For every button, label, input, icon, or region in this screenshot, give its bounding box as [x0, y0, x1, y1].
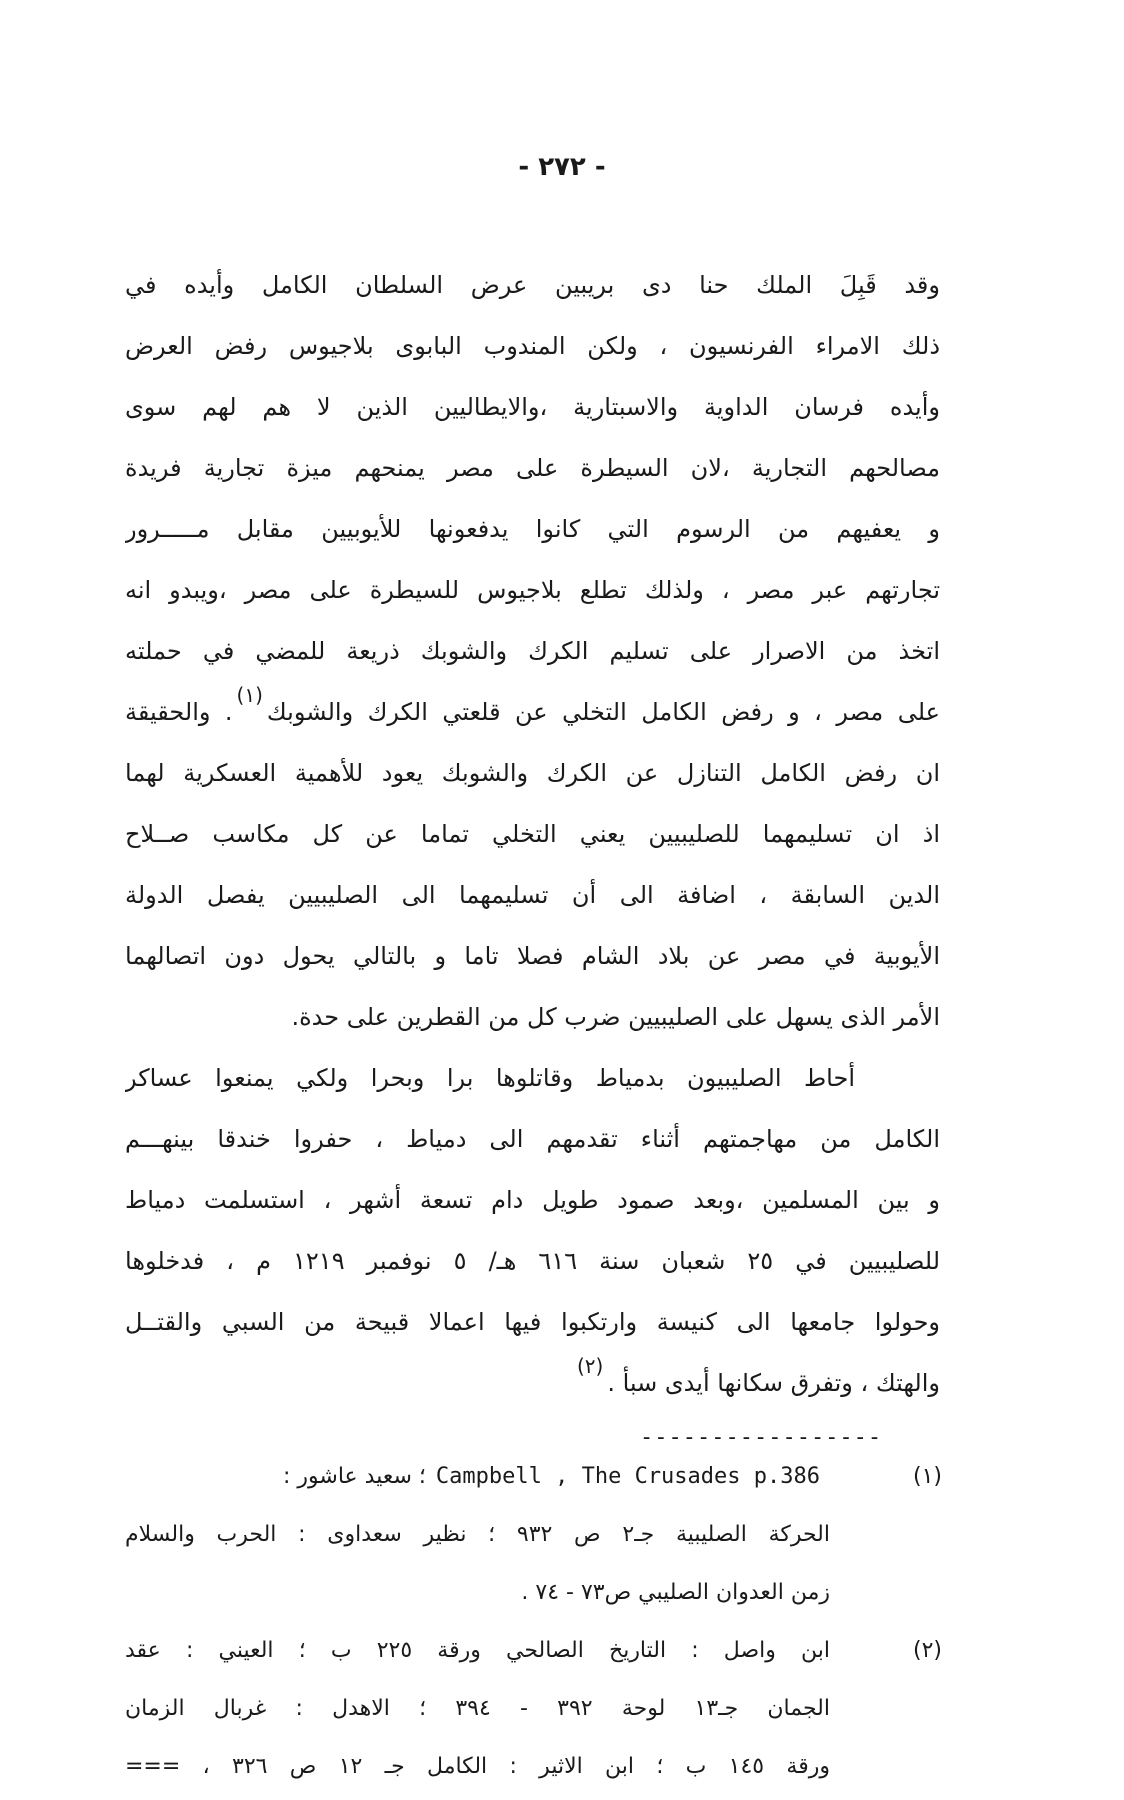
footnote-divider: -----------------	[640, 1425, 883, 1450]
text-line-segment: . والحقيقة	[125, 698, 233, 726]
footnote-2-cont	[125, 1680, 940, 1738]
text-line: للصليبيين في ٢٥ شعبان سنة ٦١٦ هـ/ ٥ نوفمبر ١٢١٩ م ، فدخلوها	[125, 1247, 940, 1275]
page-number: - ٢٧٢ -	[518, 152, 606, 182]
text-line: ذلك الامراء الفرنسيون ، ولكن المندوب البابوى بلاجيوس رفض العرض	[125, 332, 940, 360]
text-line: اذ ان تسليمهما للصليبيين يعني التخلي تماما عن كل مكاسب صــلاح	[125, 820, 940, 848]
footnote-line	[125, 1448, 830, 1506]
text-line: اتخذ من الاصرار على تسليم الكرك والشوبك ذريعة للمضي في حملته	[125, 637, 940, 665]
footnote-line: زمن العدوان الصليبي ص٧٣ - ٧٤ .	[521, 1580, 830, 1605]
text-line: الأمر الذى يسهل على الصليبيين ضرب كل من القطرين على حدة.	[291, 1003, 940, 1031]
footnote-number: (٢)	[912, 1638, 942, 1663]
footnote-line: ورقة ١٤٥ ب ؛ ابن الاثير : الكامل جـ ١٢ ص ٣٢٦ ، ===	[125, 1754, 830, 1779]
text-line-with-note	[125, 1353, 940, 1414]
footnote-2-cont	[125, 1738, 940, 1796]
text-line: مصالحهم التجارية ،لان السيطرة على مصر يمنحهم ميزة تجارية فريدة	[125, 454, 940, 482]
footnote-line: الحركة الصليبية جـ٢ ص ٩٣٢ ؛ نظير سعداوى : الحرب والسلام	[125, 1522, 830, 1547]
text-line-segment: على مصر ، و رفض الكامل التخلي عن قلعتي الكرك والشوبك	[266, 698, 940, 726]
footnote-segment: ؛ سعيد عاشور :	[283, 1464, 426, 1489]
footnote-number: (١)	[912, 1464, 942, 1489]
footnote-line: ابن واصل : التاريخ الصالحي ورقة ٢٢٥ ب ؛ العيني : عقد	[125, 1638, 831, 1663]
text-line: و بين المسلمين ،وبعد صمود طويل دام تسعة أشهر ، استسلمت دمياط	[125, 1186, 940, 1214]
text-line-with-note	[125, 682, 940, 743]
text-line: الكامل من مهاجمتهم أثناء تقدمهم الى دمياط ، حفروا خندقا بينهـــم	[125, 1125, 940, 1153]
footnotes	[125, 1448, 940, 1796]
text-line: تجارتهم عبر مصر ، ولذلك تطلع بلاجيوس للسيطرة على مصر ،ويبدو انه	[125, 576, 940, 604]
footnote-marker-1: (١)	[236, 683, 263, 707]
footnote-latin-citation: Campbell , The Crusades p.386	[435, 1464, 820, 1489]
main-text	[125, 255, 940, 1414]
footnote-line: الجمان جـ١٣ لوحة ٣٩٢ - ٣٩٤ ؛ الاهدل : غربال الزمان	[125, 1696, 830, 1721]
text-line: و يعفيهم من الرسوم التي كانوا يدفعونها للأيوبيين مقابل مـــــرور	[125, 515, 940, 543]
footnote-2	[125, 1622, 940, 1680]
footnote-marker-2: (٢)	[576, 1354, 604, 1378]
text-line: وأيده فرسان الداوية والاسبتارية ،والايطاليين الذين لا هم لهم سوى	[125, 393, 940, 421]
paragraph-start: أحاط الصليبيون بدمياط وقاتلوها برا وبحرا ولكي يمنعوا عساكر	[125, 1064, 855, 1092]
text-line: ان رفض الكامل التنازل عن الكرك والشوبك يعود للأهمية العسكرية لهما	[125, 759, 940, 787]
text-line: الدين السابقة ، اضافة الى أن تسليمهما الى الصليبيين يفصل الدولة	[125, 881, 940, 909]
footnote-1-cont	[125, 1564, 940, 1622]
text-line-segment: والهتك ، وتفرق سكانها أيدى سبأ .	[607, 1369, 940, 1397]
text-line: الأيوبية في مصر عن بلاد الشام فصلا تاما و بالتالي يحول دون اتصالهما	[125, 942, 940, 970]
footnote-1	[125, 1448, 940, 1506]
text-line: وقد قَبِلَ الملك حنا دى بريبين عرض السلطان الكامل وأيده في	[125, 271, 940, 299]
footnote-1-cont	[125, 1506, 940, 1564]
text-line: وحولوا جامعها الى كنيسة وارتكبوا فيها اعمالا قبيحة من السبي والقتــل	[125, 1308, 940, 1336]
